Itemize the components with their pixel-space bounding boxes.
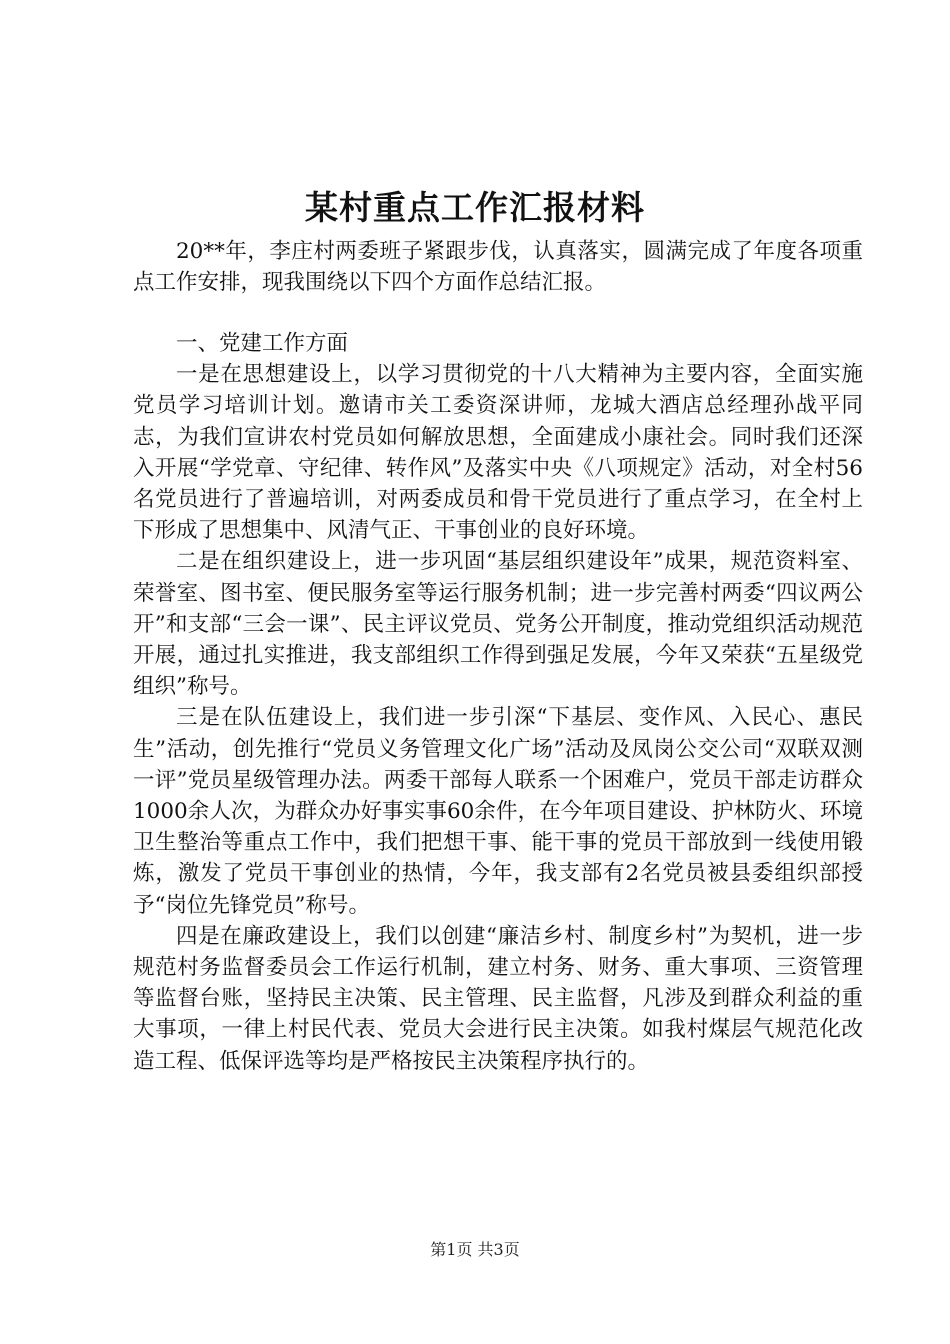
document-title: 某村重点工作汇报材料 (305, 188, 645, 227)
main-content (133, 328, 863, 1077)
intro-block (133, 236, 863, 298)
section-heading: 一、党建工作方面 (176, 331, 349, 356)
paragraph-integrity: 四是在廉政建设上，我们以创建“廉洁乡村、制度乡村”为契机，进一步规范村务监督委员会工作运行机制，建立村务、财务、重大事项、三资管理等监督台账，坚持民主决策、民主管理、民主监督，凡涉及到群众利益的重大事项，一律上村民代表、党员大会进行民主决策。如我村煤层气规范化改造工程、低保评选等均是严格按民主决策程序执行的。 (133, 923, 863, 1074)
paragraph-ideology: 一是在思想建设上，以学习贯彻党的十八大精神为主要内容，全面实施党员学习培训计划。邀请市关工委资深讲师，龙城大酒店总经理孙战平同志，为我们宣讲农村党员如何解放思想，全面建成小康社会。同时我们还深入开展“学党章、守纪律、转作风”及落实中央《八项规定》活动，对全村56名党员进行了普遍培训，对两委成员和骨干党员进行了重点学习，在全村上下形成了思想集中、风清气正、干事创业的良好环境。 (133, 362, 863, 544)
page-number: 第1页 共3页 (430, 1240, 520, 1259)
paragraph-organization: 二是在组织建设上，进一步巩固“基层组织建设年”成果，规范资料室、荣誉室、图书室、便民服务室等运行服务机制；进一步完善村两委“四议两公开”和支部“三会一课”、民主评议党员、党务公开制度，推动党组织活动规范开展，通过扎实推进，我支部组织工作得到强足发展，今年又荣获“五星级党组织”称号。 (133, 549, 863, 700)
intro-paragraph: 20**年，李庄村两委班子紧跟步伐，认真落实，圆满完成了年度各项重点工作安排，现我围绕以下四个方面作总结汇报。 (133, 239, 863, 296)
paragraph-team: 三是在队伍建设上，我们进一步引深“下基层、变作风、入民心、惠民生”活动，创先推行“党员义务管理文化广场”活动及凤岗公交公司“双联双测一评”党员星级管理办法。两委干部每人联系一个困难户，党员干部走访群众1000余人次，为群众办好事实事60余件，在今年项目建设、护林防火、环境卫生整治等重点工作中，我们把想干事、能干事的党员干部放到一线使用锻炼，激发了党员干事创业的热情，今年，我支部有2名党员被县委组织部授予“岗位先锋党员”称号。 (133, 705, 863, 918)
